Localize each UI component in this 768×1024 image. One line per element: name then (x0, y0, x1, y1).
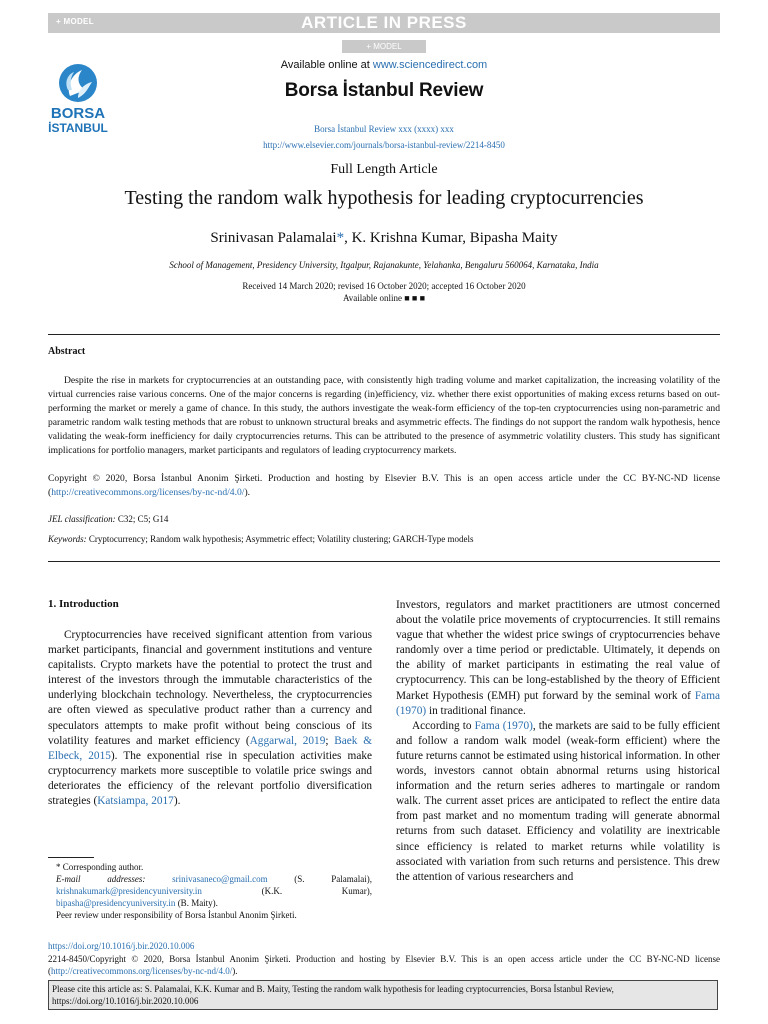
model-label: + MODEL (56, 17, 94, 26)
citation-box: Please cite this article as: S. Palamalai, K.K. Kumar and B. Maity, Testing the random walk hypothesis for leading cryptocurrencies, Borsa İstanbul Review, https://doi.org/10.1016/j.bir.2020.10.006 (48, 980, 718, 1010)
email-link[interactable]: srinivasaneco@gmail.com (172, 874, 268, 884)
article-title: Testing the random walk hypothesis for leading cryptocurrencies (124, 187, 644, 209)
keywords-list: Cryptocurrency; Random walk hypothesis; Asymmetric effect; Volatility clustering; GARCH-Type models (86, 534, 474, 544)
keywords (48, 534, 473, 544)
text-run: (S. Palamalai), (267, 874, 372, 884)
text-run: ). The exponential rise in speculation activities make cryptocurrency markets more susceptible to volatile price swings and deteriorates the efficiency of the relevant portfolio diversification strategies ( (48, 749, 372, 808)
author-1: Srinivasan Palamalai (210, 230, 337, 246)
abstract-heading: Abstract (48, 346, 86, 357)
text-run: Investors, regulators and market practitioners are utmost concerned about the volatile price movements of cryptocurrencies. It still remains vague that whether the widest price swings of cryptocurrencies behave randomly over a time period or predictable. Ultimately, it depends on the ability of market participants in estimating the real value of cryptocurrency. This can be long-established by the theory of Efficient Market Hypothesis (EMH) put forward by the seminal work of (396, 599, 720, 702)
jel-codes: C32; C5; G14 (115, 514, 169, 524)
license-link[interactable]: http://creativecommons.org/licenses/by-nc-nd/4.0/ (51, 487, 245, 498)
peer-review-note: Peer review under responsibility of Borsa İstanbul Anonim Şirketi. (56, 910, 297, 920)
divider (48, 334, 720, 335)
footnote-rule (48, 857, 94, 858)
model-tag: + MODEL (342, 40, 426, 53)
article-type: Full Length Article (330, 162, 438, 177)
text-run: ). (173, 795, 181, 808)
email-link[interactable]: bipasha@presidencyuniversity.in (56, 898, 176, 908)
citation-link[interactable]: Aggarwal, 2019 (249, 734, 326, 747)
citation-link[interactable]: Fama (1970) (474, 719, 533, 732)
paragraph (396, 598, 720, 719)
text-run: (K.K. Kumar), (201, 886, 372, 896)
paragraph (396, 719, 720, 885)
corresponding-mark[interactable]: * (336, 230, 345, 246)
affiliation: School of Management, Presidency University, Itgalpur, Rajanakunte, Yelahanka, Bengaluru 560064, Karnataka, India (169, 260, 599, 270)
license-link[interactable]: http://creativecommons.org/licenses/by-nc-nd/4.0/ (51, 966, 233, 976)
corresponding-note: * Corresponding author. (56, 862, 144, 872)
doi-link[interactable]: https://doi.org/10.1016/j.bir.2020.10.006 (48, 941, 195, 951)
text-run: Cryptocurrencies have received significant attention from various market participants, financial and government institutions and venture capitalists. Crypto markets have the potential to protect the trust and interest of the investors through the immutable characteristics of the underlying blockchain technology. Nevertheless, the cryptocurrencies are often viewed as speculative product rather than a currency and speculators attempts to make profit without being conscious of its volatility features and market efficiency ( (48, 629, 372, 747)
citation-link[interactable]: Fama (1970) (396, 689, 720, 717)
text-run: ). (232, 966, 238, 976)
journal-reference[interactable]: Borsa İstanbul Review xxx (xxxx) xxx (314, 124, 454, 134)
available-prefix: Available online at (280, 59, 373, 71)
author-list (0, 230, 768, 247)
journal-name: Borsa İstanbul Review (284, 80, 484, 101)
divider (48, 561, 720, 562)
jel-label: JEL classification: (48, 514, 116, 524)
right-column (396, 598, 720, 885)
copyright-text: Copyright © 2020, Borsa İstanbul Anonim Şirketi. Production and hosting by Elsevier B.V. This is an open access article under the CC BY-NC-ND license ( (48, 473, 720, 498)
email-label: E-mail addresses: (56, 874, 146, 884)
author-others: , K. Krishna Kumar, Bipasha Maity (344, 230, 558, 246)
paragraph (48, 628, 372, 809)
abstract-copyright (48, 472, 720, 500)
text-run: 2214-8450/Copyright © 2020, Borsa İstanbul Anonim Şirketi. Production and hosting by Elsevier B.V. This is an open access article under the CC BY-NC-ND license ( (48, 954, 720, 976)
text-run: in traditional finance. (426, 704, 526, 717)
left-column (48, 628, 372, 809)
footnotes (48, 861, 372, 921)
citation-link[interactable]: Baek & Elbeck, 2015 (48, 734, 372, 762)
article-status: ARTICLE IN PRESS (301, 13, 467, 32)
text-run: ; (325, 734, 335, 747)
abstract-body (48, 374, 720, 459)
citation-link[interactable]: Katsiampa, 2017 (97, 795, 174, 808)
available-online (0, 59, 768, 71)
jel-classification (48, 514, 168, 524)
logo-line2: İSTANBUL (48, 121, 108, 135)
journal-url-link[interactable]: http://www.elsevier.com/journals/borsa-istanbul-review/2214-8450 (263, 140, 505, 150)
available-online-date: Available online ■ ■ ■ (342, 293, 426, 303)
keywords-label: Keywords: (48, 534, 87, 544)
text-run: According to (412, 719, 475, 732)
email-addresses (48, 873, 372, 909)
abstract-text: Despite the rise in markets for cryptocurrencies at an outstanding pace, with consistently high trading volume and market capitalization, the increasing volatility of the virtual currencies raise various concerns. One of the major concerns is regarding (in)efficiency, viz. whether there exist opportunities of making excess returns based on out-performing the market or merely a game of chance. In this study, the authors investigate the weak-form efficiency of the top-ten cryptocurrencies using non-parametric and parametric random walk testing methods that are robust to unknown structural breaks and asymmetric effects. The findings do not support the random walk hypothesis, hence validating the weak-form inefficiency for daily cryptocurrencies returns. This can be attributed to the presence of asymmetric volatility clusters. This study has significant implications for portfolio managers, market participants and regulators of leading cryptocurrency markets. (48, 375, 720, 457)
section-heading: 1. Introduction (48, 598, 119, 610)
sciencedirect-link[interactable]: www.sciencedirect.com (372, 59, 488, 71)
email-link[interactable]: krishnakumark@presidencyuniversity.in (56, 886, 202, 896)
text-run: , the markets are said to be fully efficient and follow a random walk model (weak-form efficient) where the future returns cannot be estimated using historical information. In other words, investors cannot obtain abnormal returns using historical information and the return series adheres to martingale or random walk. The current asset prices are anticipated to reflect the entire data from past market and no momentum trading will generate abnormal returns from such dataset. Efficiency and volatility are inextricable since efficiency is related to market returns while volatility is associated with variation from such returns and persistence. This drew the attention of various researchers and (396, 719, 720, 883)
article-in-press-banner (48, 13, 720, 33)
logo-line1: BORSA (50, 105, 106, 122)
copyright-end: ). (244, 487, 251, 498)
issn-copyright (48, 953, 720, 977)
article-dates: Received 14 March 2020; revised 16 October 2020; accepted 16 October 2020 (242, 281, 526, 291)
text-run: (B. Maity). (175, 898, 218, 908)
